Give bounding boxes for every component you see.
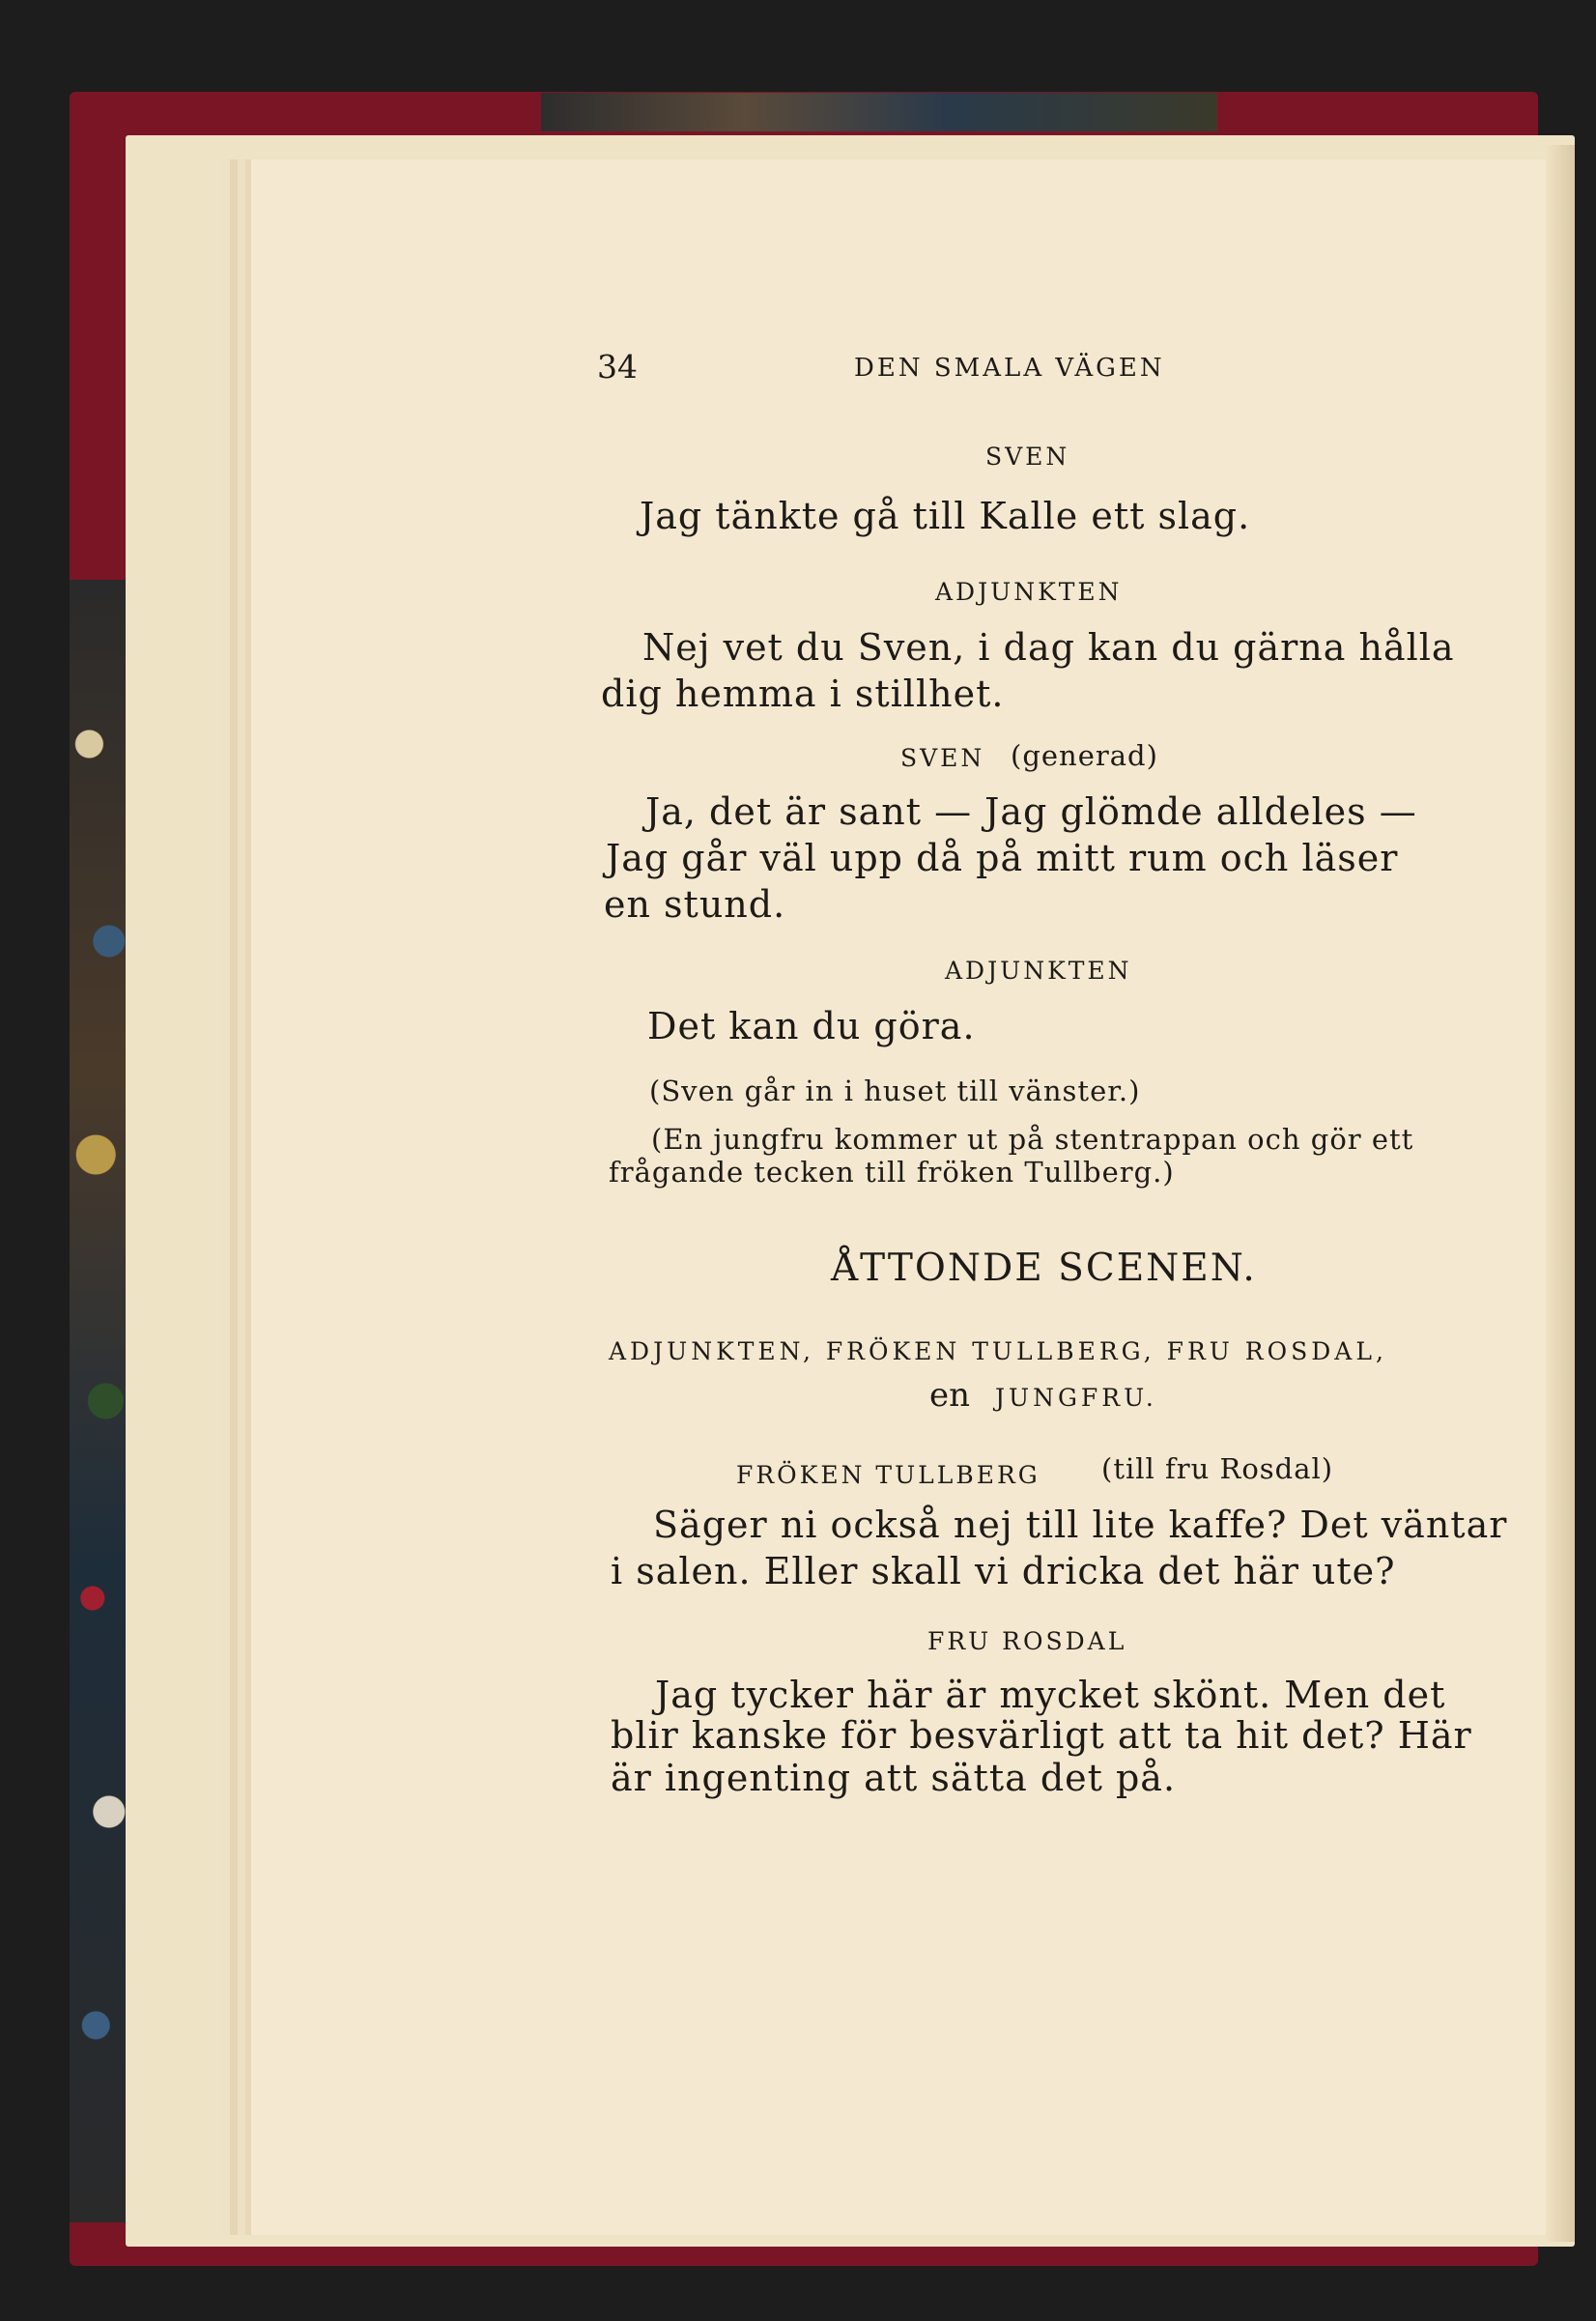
- speaker-sven: SVEN: [900, 744, 985, 772]
- dialogue-line: Jag går väl upp då på mitt rum och läser: [606, 837, 1399, 879]
- speaker-froken-tullberg: FRÖKEN TULLBERG: [736, 1461, 1040, 1489]
- dialogue-line: Säger ni också nej till lite kaffe? Det väntar: [653, 1504, 1508, 1546]
- stage-direction: (Sven går in i huset till vänster.): [649, 1075, 1141, 1107]
- dialogue-line: en stund.: [604, 883, 786, 926]
- stage-note: (generad): [1011, 739, 1158, 772]
- cast-list: ADJUNKTEN, FRÖKEN TULLBERG, FRU ROSDAL,: [609, 1337, 1387, 1365]
- dialogue-line: Jag tycker här är mycket skönt. Men det: [655, 1674, 1446, 1716]
- speaker-sven: SVEN: [985, 443, 1070, 471]
- stage-note: (till fru Rosdal): [1101, 1452, 1334, 1485]
- dialogue-line: i salen. Eller skall vi dricka det här ute?: [611, 1550, 1396, 1592]
- page-number: 34: [597, 348, 638, 386]
- dialogue-line: Det kan du göra.: [647, 1005, 976, 1047]
- marbled-endpaper-top: [541, 93, 1217, 131]
- speaker-adjunkten: ADJUNKTEN: [935, 578, 1123, 606]
- dialogue-line: dig hemma i stillhet.: [601, 673, 1005, 715]
- dialogue-line: blir kanske för besvärligt att ta hit det? Här: [611, 1714, 1472, 1757]
- stage-direction: frågande tecken till fröken Tullberg.): [609, 1156, 1175, 1189]
- speaker-fru-rosdal: FRU ROSDAL: [927, 1627, 1127, 1655]
- speaker-adjunkten: ADJUNKTEN: [945, 957, 1132, 985]
- cast-list: JUNGFRU.: [995, 1384, 1157, 1412]
- scene-heading: ÅTTONDE SCENEN.: [831, 1246, 1257, 1290]
- stage-direction: (En jungfru kommer ut på stentrappan och gör ett: [651, 1123, 1414, 1156]
- cast-list-en: en: [929, 1376, 971, 1415]
- dialogue-line: Ja, det är sant — Jag glömde alldeles —: [645, 790, 1417, 833]
- page-gutter-shade: [1546, 145, 1575, 2242]
- dialogue-line: Jag tänkte gå till Kalle ett slag.: [640, 495, 1251, 537]
- running-head: DEN SMALA VÄGEN: [854, 354, 1165, 383]
- book-page: [251, 159, 1575, 2235]
- dialogue-line: Nej vet du Sven, i dag kan du gärna hålla: [642, 626, 1455, 669]
- dialogue-line: är ingenting att sätta det på.: [611, 1757, 1177, 1799]
